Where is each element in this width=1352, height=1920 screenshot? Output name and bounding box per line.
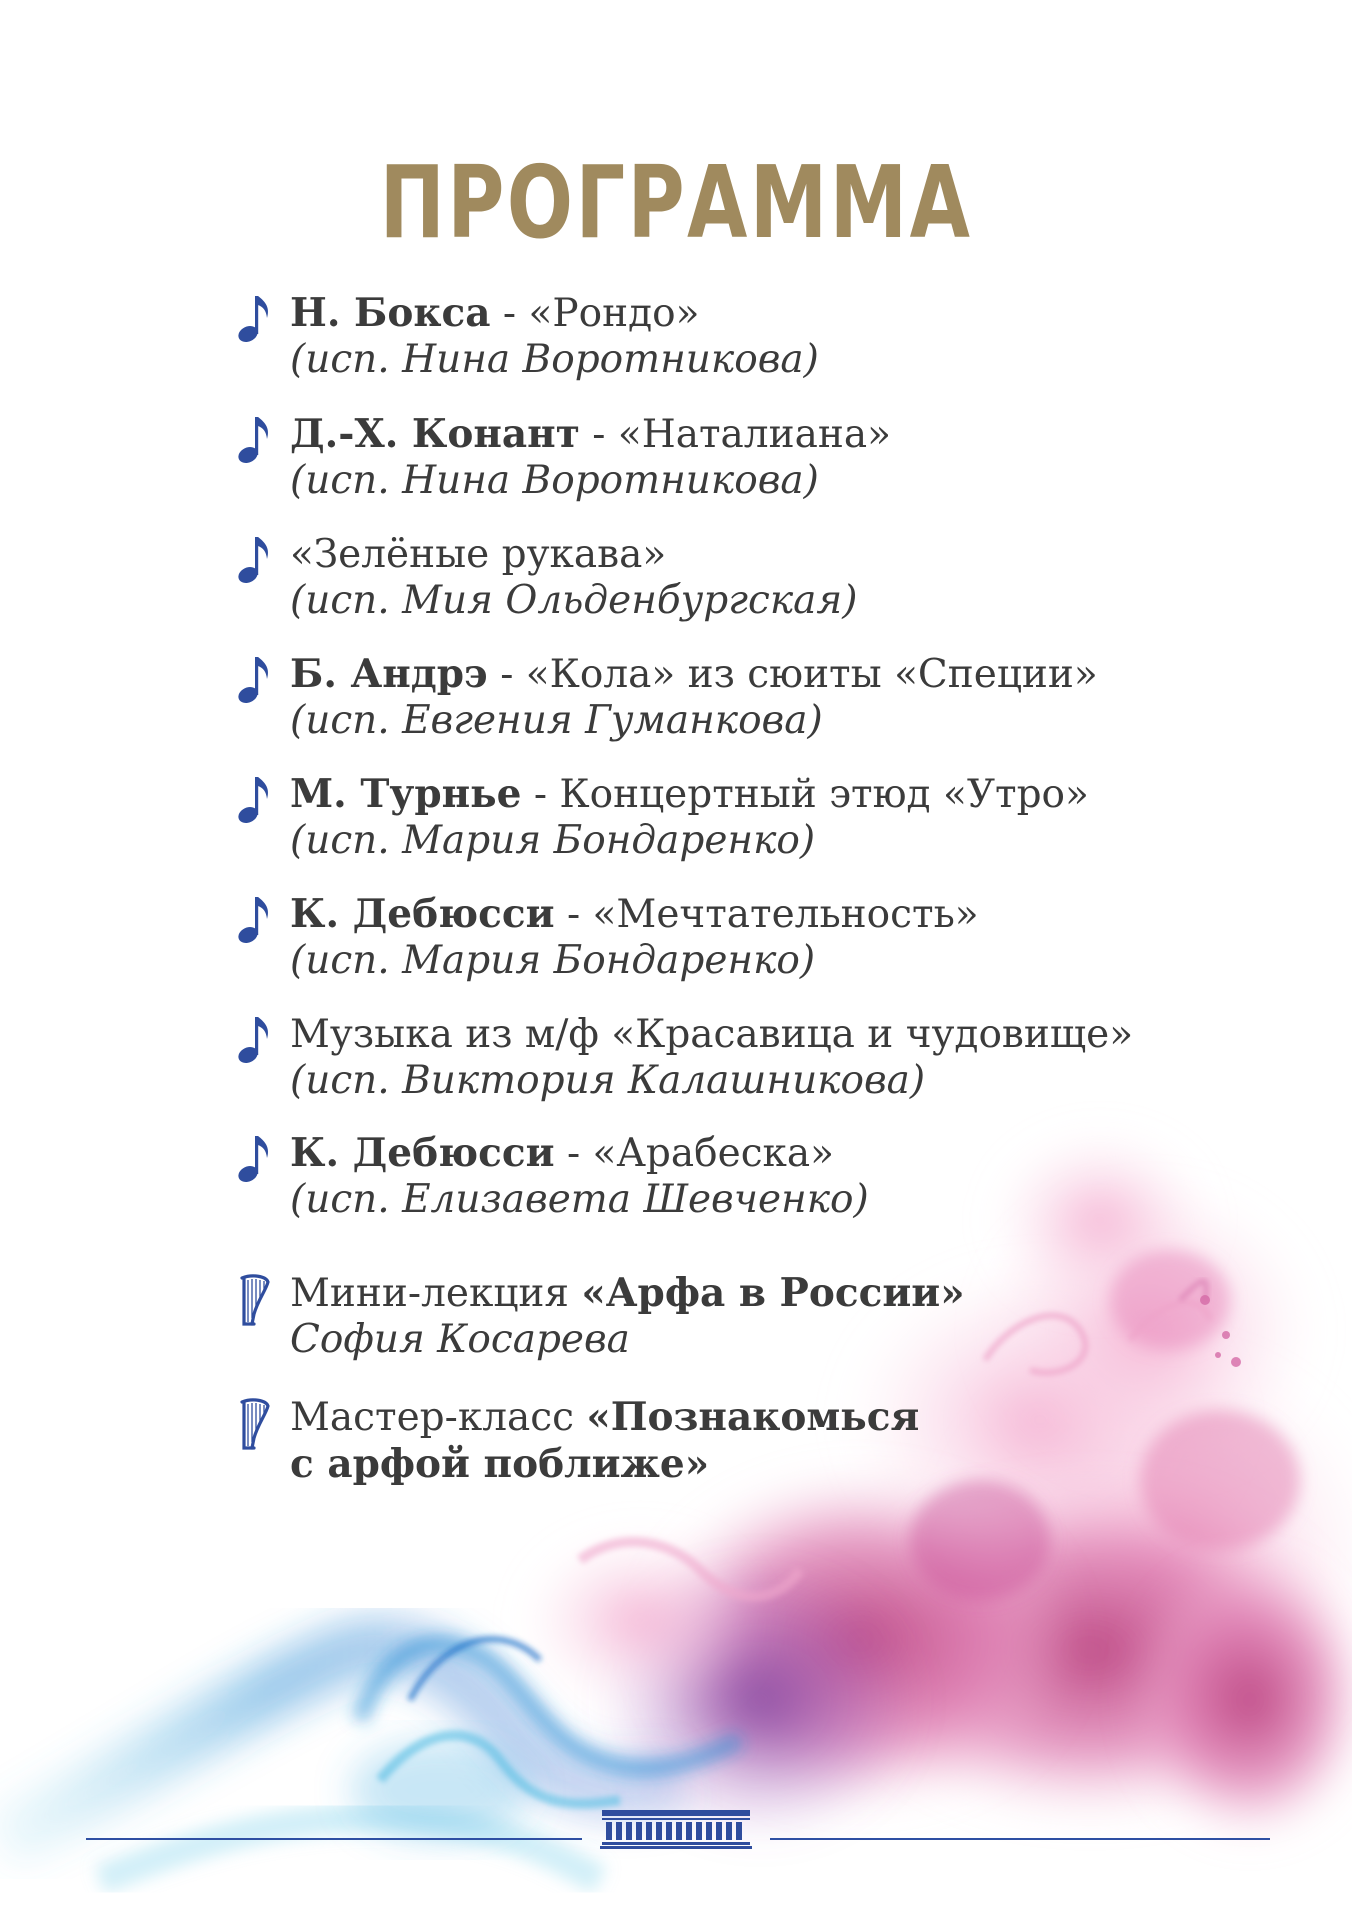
work-title: «Кола» из сюиты «Специи» <box>525 652 1098 697</box>
work-title: «Наталиана» <box>617 412 891 457</box>
program-item-title <box>290 651 1236 698</box>
performer: (исп. Виктория Калашникова) <box>290 1058 926 1103</box>
extra-prefix: Мини-лекция <box>290 1271 582 1316</box>
composer: К. Дебюсси <box>290 891 555 937</box>
footer-line-left <box>86 1838 582 1840</box>
extra-highlight: «Арфа в России» <box>581 1270 965 1316</box>
page-title: ПРОГРАММА <box>379 144 973 261</box>
program-item <box>236 651 1236 771</box>
harp-icon <box>236 1394 276 1454</box>
program-item-title <box>290 1130 1236 1177</box>
program-item <box>236 531 1236 651</box>
music-note-icon <box>236 891 276 951</box>
music-note-icon <box>236 411 276 471</box>
extra-highlight-line2: с арфой поближе» <box>290 1441 710 1487</box>
music-note-icon <box>236 1011 276 1071</box>
speaker: София Косарева <box>290 1317 630 1362</box>
program-item-title <box>290 290 1236 337</box>
harp-icon <box>236 1270 276 1330</box>
music-note-icon <box>236 771 276 831</box>
music-note-icon <box>236 290 276 350</box>
performer: (исп. Мария Бондаренко) <box>290 938 816 983</box>
music-note-icon <box>236 1130 276 1190</box>
program-item <box>236 290 1236 411</box>
program-item <box>236 771 1236 891</box>
extra-item <box>236 1394 1236 1487</box>
work-title: Концертный этюд «Утро» <box>559 772 1089 817</box>
extra-item-title <box>290 1270 1236 1317</box>
extra-item-title <box>290 1394 1236 1441</box>
work-title: «Рондо» <box>528 291 700 336</box>
extra-prefix: Мастер-класс <box>290 1395 587 1440</box>
separator: - <box>487 652 526 697</box>
separator: - <box>554 892 593 937</box>
performer: (исп. Мария Бондаренко) <box>290 818 816 863</box>
program-item <box>236 1130 1236 1270</box>
program-item-title <box>290 771 1236 818</box>
performer: (исп. Елизавета Шевченко) <box>290 1177 869 1222</box>
composer: Н. Бокса <box>290 290 491 336</box>
program-list <box>236 290 1236 1487</box>
composer: К. Дебюсси <box>290 1130 555 1176</box>
program-item-title <box>290 531 1236 578</box>
separator: - <box>579 412 618 457</box>
extra-item <box>236 1270 1236 1394</box>
music-note-icon <box>236 531 276 591</box>
program-item <box>236 1011 1236 1130</box>
performer: (исп. Евгения Гуманкова) <box>290 698 823 743</box>
separator: - <box>521 772 560 817</box>
performer: (исп. Нина Воротникова) <box>290 337 819 382</box>
work-title: Музыка из м/ф «Красавица и чудовище» <box>290 1012 1134 1057</box>
program-item <box>236 411 1236 531</box>
composer: Б. Андрэ <box>290 651 488 697</box>
footer-line-right <box>770 1838 1270 1840</box>
program-item-title <box>290 1011 1236 1058</box>
music-note-icon <box>236 651 276 711</box>
building-logo-icon <box>600 1806 752 1850</box>
composer: Д.-Х. Конант <box>290 411 580 457</box>
composer: М. Турнье <box>290 771 522 817</box>
work-title: «Арабеска» <box>592 1131 835 1176</box>
program-item-title <box>290 411 1236 458</box>
separator: - <box>554 1131 593 1176</box>
work-title: «Мечтательность» <box>592 892 979 937</box>
work-title: «Зелёные рукава» <box>290 532 667 577</box>
program-item-title <box>290 891 1236 938</box>
performer: (исп. Мия Ольденбургская) <box>290 578 858 623</box>
separator: - <box>490 291 529 336</box>
extra-highlight: «Познакомься <box>586 1394 920 1440</box>
program-item <box>236 891 1236 1011</box>
performer: (исп. Нина Воротникова) <box>290 458 819 503</box>
